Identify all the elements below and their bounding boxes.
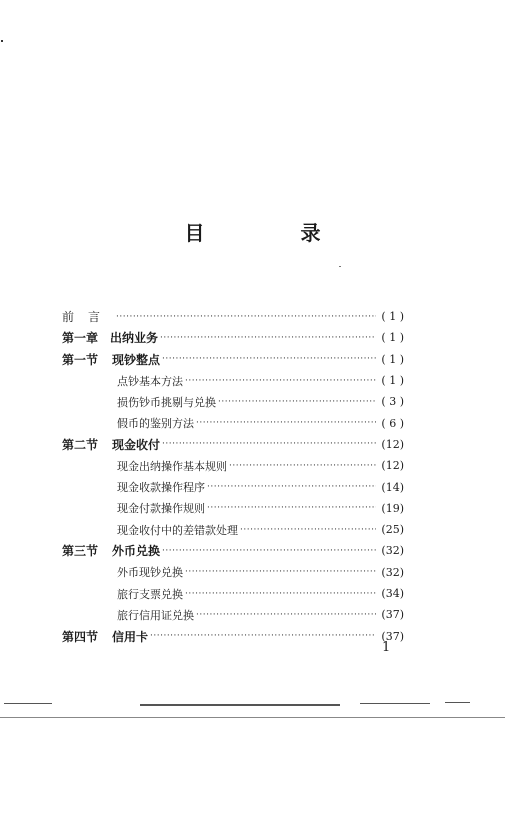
toc-section-number: 第四节	[62, 629, 99, 644]
toc-entry	[62, 625, 404, 646]
toc-page-number: (37)	[381, 629, 404, 643]
table-of-contents	[62, 306, 404, 647]
toc-section-title: 信用卡	[112, 629, 149, 644]
scan-edge-line	[445, 702, 470, 703]
toc-page-number: ( 1 )	[381, 352, 404, 366]
toc-entry	[62, 498, 404, 519]
toc-entry	[62, 349, 404, 370]
scan-edge-line	[140, 704, 340, 706]
toc-entry-label: 点钞基本方法	[117, 374, 183, 388]
dot-leader	[207, 503, 376, 513]
dot-leader	[240, 525, 376, 535]
toc-entry	[62, 434, 404, 455]
scan-edge-line	[360, 703, 430, 704]
toc-entry-label: 现金出纳操作基本规则	[117, 459, 227, 473]
dot-leader	[150, 631, 376, 641]
toc-page-number: (12)	[381, 437, 404, 451]
toc-page-number: ( 1 )	[381, 331, 404, 345]
toc-page-number: (25)	[381, 523, 404, 537]
toc-entry	[62, 370, 404, 391]
toc-page-number: (37)	[381, 608, 404, 622]
toc-entry	[62, 604, 404, 625]
toc-page-number: ( 6 )	[381, 416, 404, 430]
toc-entry-label: 旅行支票兑换	[117, 587, 183, 601]
toc-section-title: 现金收付	[112, 437, 161, 452]
toc-entry	[62, 391, 404, 412]
toc-entry-label: 损伤钞币挑剔与兑换	[117, 395, 216, 409]
dot-leader	[116, 312, 376, 322]
toc-entry-label: 外币现钞兑换	[117, 566, 183, 580]
toc-page-number: ( 3 )	[381, 395, 404, 409]
toc-page-number: (19)	[381, 501, 404, 515]
scan-speck	[1, 40, 3, 42]
dot-leader	[196, 418, 376, 428]
toc-entry	[62, 327, 404, 348]
page-title: 目 录	[184, 221, 359, 245]
toc-section-number: 第三节	[62, 544, 99, 559]
dot-leader	[218, 397, 376, 407]
scan-edge-line	[4, 703, 52, 704]
toc-page-number: (34)	[381, 587, 404, 600]
dot-leader	[196, 610, 376, 620]
toc-section-number: 第一节	[62, 352, 99, 367]
toc-entry-label: 现金收付中的差错款处理	[117, 523, 238, 537]
toc-entry	[62, 306, 404, 327]
toc-page-number: (32)	[381, 565, 404, 579]
toc-entry	[62, 562, 404, 583]
dot-leader	[162, 439, 376, 449]
toc-entry	[62, 583, 404, 604]
dot-leader	[207, 482, 376, 492]
toc-entry-label: 旅行信用证兑换	[117, 608, 194, 622]
toc-entry-label: 第一章 出纳业务	[62, 331, 159, 346]
dot-leader	[185, 376, 376, 386]
toc-page-number: (12)	[381, 459, 404, 473]
dot-leader	[162, 546, 376, 556]
toc-entry-label: 现金付款操作规则	[117, 502, 205, 516]
toc-entry	[62, 540, 404, 561]
toc-section-title: 现钞整点	[112, 352, 161, 367]
dot-leader	[229, 461, 376, 471]
toc-section-number: 第二节	[62, 437, 99, 452]
toc-entry	[62, 519, 404, 540]
dot-leader	[185, 567, 376, 577]
toc-entry	[62, 455, 404, 476]
toc-entry	[62, 476, 404, 497]
toc-entry-label: 假币的鉴别方法	[117, 417, 194, 431]
page-bottom-edge	[0, 717, 505, 718]
toc-page-number: ( 1 )	[381, 374, 404, 388]
toc-page-number: (14)	[381, 480, 404, 494]
toc-entry	[62, 412, 404, 433]
dot-leader	[162, 354, 376, 364]
toc-page-number: (32)	[381, 544, 404, 558]
toc-section-title: 外币兑换	[112, 544, 161, 559]
dot-leader	[160, 333, 376, 343]
page-number: 1	[382, 640, 391, 655]
scan-speck	[339, 266, 341, 267]
toc-entry-label: 前言	[62, 310, 115, 325]
dot-leader	[185, 589, 376, 599]
toc-entry-label: 现金收款操作程序	[117, 481, 205, 495]
toc-page-number: ( 1 )	[381, 310, 404, 324]
